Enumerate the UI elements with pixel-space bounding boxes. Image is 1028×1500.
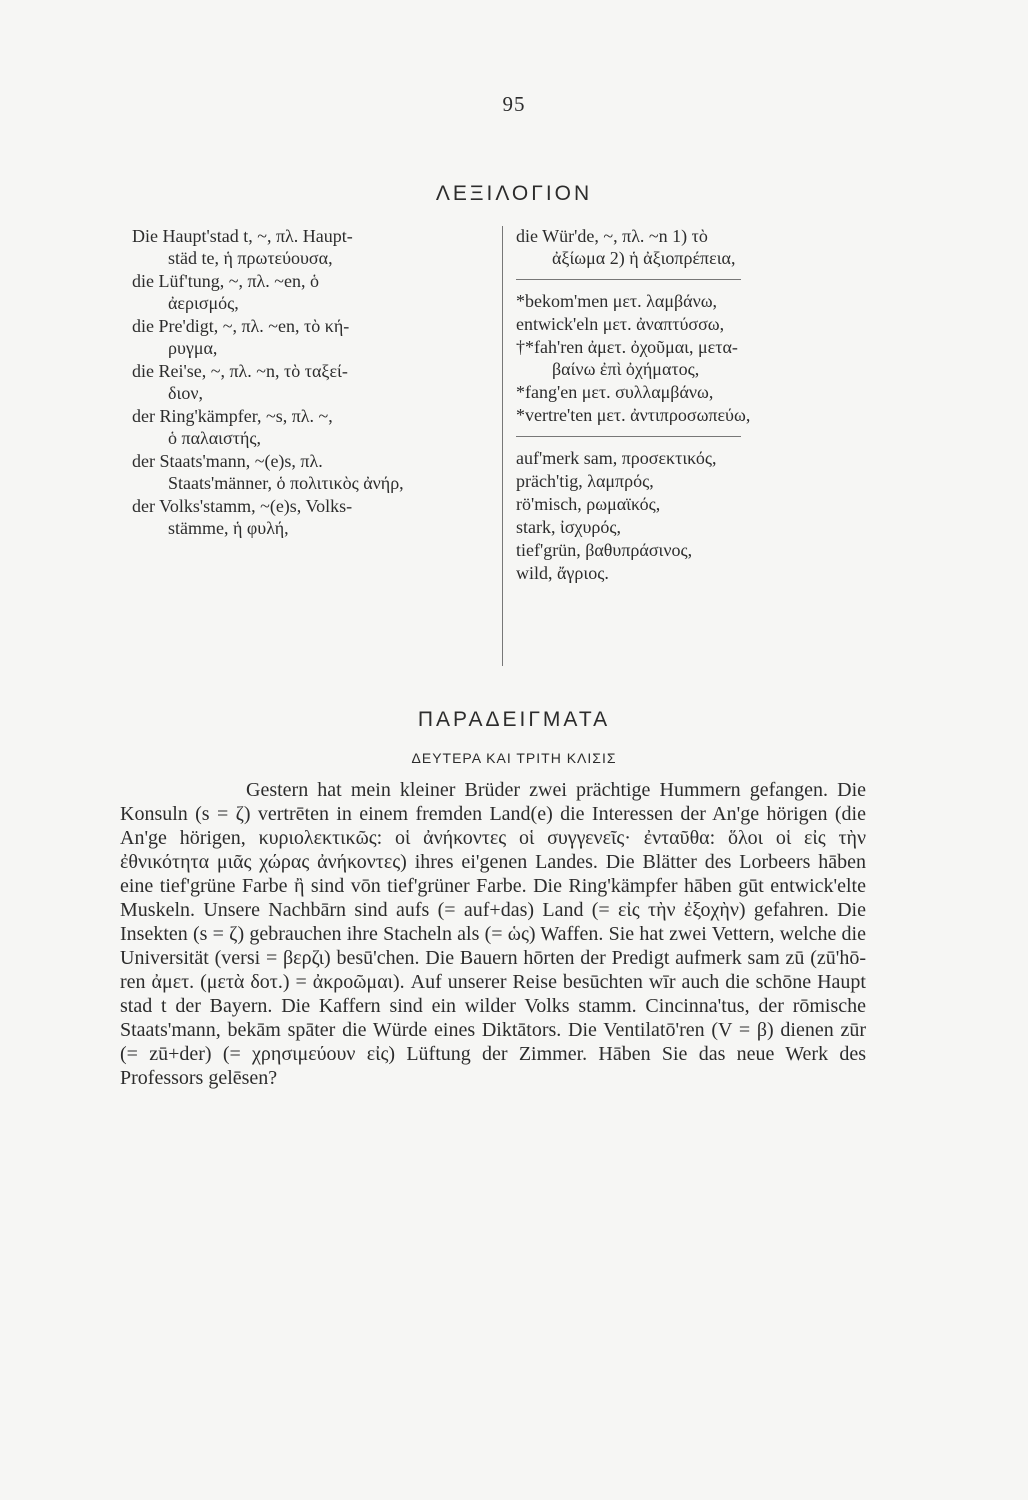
lexicon-entry (516, 539, 892, 561)
lexicon-left-column (132, 225, 492, 540)
group-rule (516, 279, 741, 280)
entry-continuation: ἀξίωμα 2) ἡ ἀξιοπρέπεια, (552, 248, 736, 268)
entry-headword: *fang'en μετ. συλλαμβάνω, (516, 382, 714, 402)
lexicon-entry (516, 447, 892, 469)
entry-headword: die Wür'de, ~, πλ. ~n 1) τὸ (516, 226, 708, 246)
lexicon-right-column (516, 225, 892, 585)
entry-headword: *vertre'ten μετ. ἀντιπροσωπεύω, (516, 405, 751, 425)
verbs-group (516, 290, 892, 426)
entry-headword: Die Haupt'stad t, ~, πλ. Haupt- (132, 226, 353, 246)
entry-headword: tief'grün, βαθυπράσινος, (516, 540, 693, 560)
entry-headword: die Lüf'tung, ~, πλ. ~en, ὁ (132, 271, 320, 291)
lexicon-entry (132, 495, 492, 539)
entry-headword: †*fah'ren ἀμετ. ὀχοῦμαι, μετα- (516, 337, 738, 357)
lexicon-entry (516, 562, 892, 584)
lexicon-entry (516, 470, 892, 492)
entry-continuation: ὁ παλαιστής, (168, 428, 261, 448)
entry-headword: der Volks'stamm, ~(e)s, Volks- (132, 496, 353, 516)
lexicon-entry (516, 516, 892, 538)
column-divider (502, 226, 503, 666)
entry-headword: *bekom'men μετ. λαμβάνω, (516, 291, 718, 311)
examples-paragraph: Gestern hat mein kleiner Brüder zwei prächtige Hummern gefangen. Die Konsuln (s = ζ) vertrēten in einem fremden Land(e) die Interessen der An'ge hörigen (die An'ge hörigen, κυριολεκτικῶς: οἱ ἀνήκοντες οἱ συγγενεῖς· ἐνταῦθα: ὅλοι οἱ εἰς τὴν ἐθνικότητα μιᾶς χώρας ἀνήκοντες) ihres ei'genen Landes. Die Blätter des Lorbeers hāben eine tief'grüne Farbe ἢ sind vōn tief'grüner Farbe. Die Ring'kämpfer hāben gūt entwick'elte Muskeln. Unsere Nachbārn sind aufs (= auf+das) Land (= εἰς τὴν ἐξοχὴν) gefahren. Die Insekten (s = ζ) gebrauchen ihre Stacheln als (= ὡς) Waffen. Sie hat zwei Vettern, welche die Universität (versi = βερζι) besū'chen. Die Bauern hōrten der Predigt aufmerk sam zū (zū'hō-ren ἀμετ. (μετὰ δοτ.) = ἀκροῶμαι). Auf unserer Reise besūchten wīr auch die schōne Haupt stad t der Bayern. Die Kaffern sind ein wilder Volks stamm. Cincinna'tus, der rōmische Staats'mann, bekām spāter die Würde eines Diktātors. Die Ventilatō'ren (V = β) dienen zūr (= zū+der) (= χρησιμεύουν εἰς) Lüftung der Zimmer. Hāben Sie das neue Werk des Professors gelēsen? (120, 779, 866, 1089)
entry-headword: stark, ἰσχυρός, (516, 517, 622, 537)
lexicon-entry (516, 336, 892, 380)
nouns-group (516, 225, 892, 269)
lexicon-entry (516, 225, 892, 269)
entry-continuation: ἀερισμός, (168, 293, 239, 313)
entry-continuation: βαίνω ἐπὶ ὀχήματος, (552, 359, 700, 379)
adjectives-group (516, 447, 892, 584)
lexicon-entry (132, 450, 492, 494)
lexicon-entry (516, 381, 892, 403)
lexicon-entry (132, 315, 492, 359)
lexicon-entry (132, 270, 492, 314)
entry-continuation: städ te, ἡ πρωτεύουσα, (168, 248, 333, 268)
entry-headword: der Staats'mann, ~(e)s, πλ. (132, 451, 323, 471)
lexicon-entry (516, 313, 892, 335)
entry-headword: auf'merk sam, προσεκτικός, (516, 448, 717, 468)
entry-continuation: ρυγμα, (168, 338, 218, 358)
entry-continuation: Staats'männer, ὁ πολιτικὸς ἀνήρ, (168, 473, 404, 493)
entry-headword: der Ring'kämpfer, ~s, πλ. ~, (132, 406, 333, 426)
lexicon-entry (132, 225, 492, 269)
entry-headword: präch'tig, λαμπρός, (516, 471, 654, 491)
lexicon-title: ΛΕΞΙΛΟΓΙΟΝ (435, 182, 593, 205)
lexicon-entry (516, 290, 892, 312)
lexicon-entry (516, 404, 892, 426)
page-number: 95 (502, 92, 526, 116)
examples-title: ΠΑΡΑΔΕΙΓΜΑΤΑ (417, 708, 611, 731)
examples-subtitle: ΔΕΥΤΕΡΑ ΚΑΙ ΤΡΙΤΗ ΚΛΙΣΙΣ (411, 750, 617, 766)
lexicon-entry (516, 493, 892, 515)
entry-headword: rö'misch, ρωμαϊκός, (516, 494, 661, 514)
entry-headword: die Rei'se, ~, πλ. ~n, τὸ ταξεί- (132, 361, 348, 381)
entry-continuation: stämme, ἡ φυλή, (168, 518, 289, 538)
entry-continuation: διον, (168, 383, 203, 403)
lexicon-entry (132, 405, 492, 449)
lexicon-entry (132, 360, 492, 404)
group-rule (516, 436, 741, 437)
entry-headword: wild, ἄγριος. (516, 563, 609, 583)
entry-headword: entwick'eln μετ. ἀναπτύσσω, (516, 314, 725, 334)
entry-headword: die Pre'digt, ~, πλ. ~en, τὸ κή- (132, 316, 350, 336)
